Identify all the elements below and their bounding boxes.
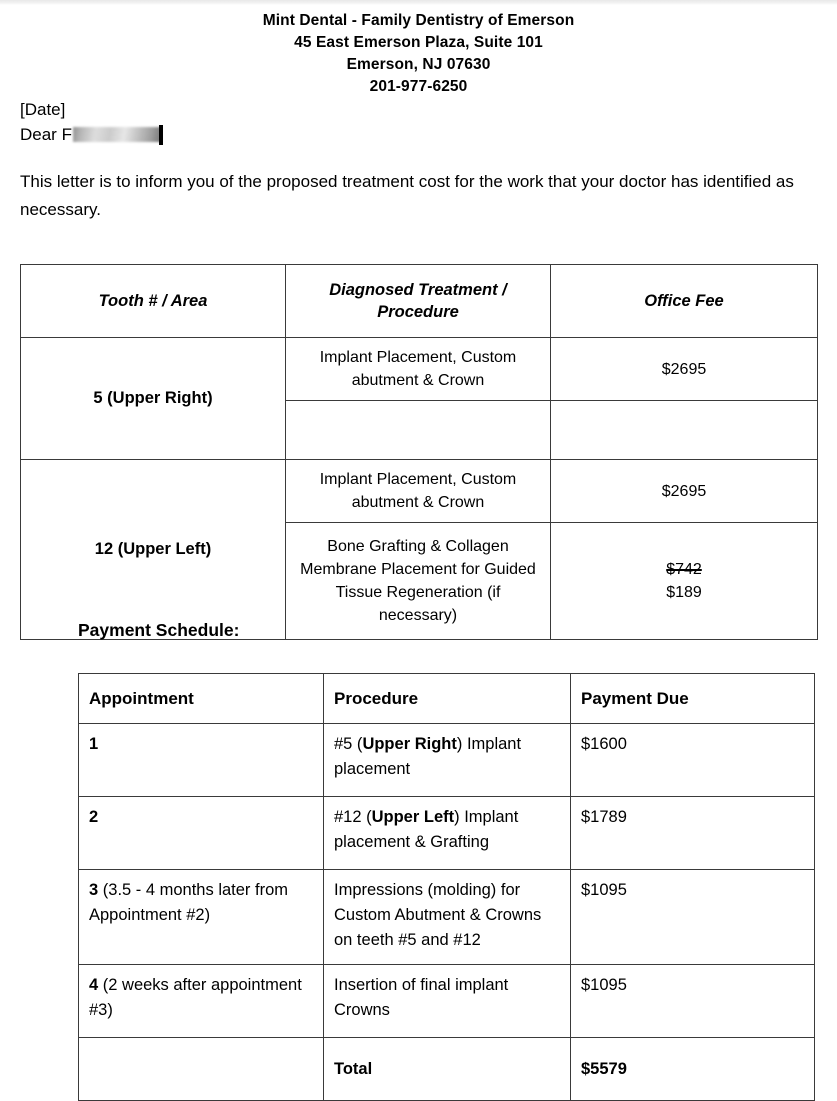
header-diagnosed-treatment: Diagnosed Treatment / Procedure: [286, 265, 551, 338]
payment-due-cell: $1095: [571, 870, 815, 965]
total-empty-cell: [79, 1038, 324, 1101]
appointment-cell: [79, 965, 324, 1038]
tooth-area-cell: 12 (Upper Left): [21, 460, 286, 640]
appointment-cell: [79, 797, 324, 870]
treatment-cost-table: [20, 264, 818, 640]
practice-name: Mint Dental - Family Dentistry of Emerson: [262, 12, 575, 29]
office-fee-cell: $2695: [551, 338, 818, 401]
practice-city-state-zip: Emerson, NJ 07630: [346, 56, 491, 73]
letter-body-paragraph: This letter is to inform you of the proposed treatment cost for the work that your doctor has identified as necessary.: [20, 172, 794, 219]
table-row: [79, 870, 815, 965]
date-placeholder: [Date]: [20, 100, 66, 119]
appointment-cell: [79, 724, 324, 797]
total-label: Total: [324, 1038, 571, 1101]
payment-due-cell: $1789: [571, 797, 815, 870]
procedure-text-pre: #12 (: [334, 808, 372, 826]
procedure-cell: Insertion of final implant Crowns: [324, 965, 571, 1038]
salutation-prefix: Dear F: [20, 125, 72, 144]
procedure-cell-empty: [286, 401, 551, 460]
procedure-text-post: ) Implant placement: [334, 735, 522, 778]
procedure-text-bold: Upper Left: [371, 808, 455, 826]
procedure-cell: Impressions (molding) for Custom Abutment & Crowns on teeth #5 and #12: [324, 870, 571, 965]
table-row-total: [79, 1038, 815, 1101]
appointment-number: 4: [89, 976, 99, 994]
original-fee-struck: $742: [666, 561, 702, 578]
salutation-block: [20, 97, 163, 147]
salutation-line: [20, 122, 163, 147]
treatment-table-header-row: [21, 265, 818, 338]
payment-due-cell: $1600: [571, 724, 815, 797]
office-fee-cell-empty: [551, 401, 818, 460]
table-row: [79, 724, 815, 797]
tooth-area-cell: 5 (Upper Right): [21, 338, 286, 460]
total-value: $5579: [571, 1038, 815, 1101]
header-payment-due: Payment Due: [571, 674, 815, 724]
appointment-number: 1: [89, 735, 99, 753]
procedure-text-post: ) Implant placement & Grafting: [334, 808, 519, 851]
office-fee-cell-discounted: [551, 523, 818, 640]
procedure-cell: Bone Grafting & Collagen Membrane Placement for Guided Tissue Regeneration (if necessary): [286, 523, 551, 640]
payment-schedule-heading: Payment Schedule:: [78, 620, 240, 640]
table-row: [79, 965, 815, 1038]
header-tooth-area: Tooth # / Area: [21, 265, 286, 338]
table-row: [21, 460, 818, 523]
appointment-note: (3.5 - 4 months later from Appointment #2): [89, 881, 289, 924]
payment-due-cell: $1095: [571, 965, 815, 1038]
appointment-number: 2: [89, 808, 99, 826]
text-caret: [159, 125, 163, 145]
payment-schedule-table: [78, 673, 815, 1101]
appointment-note: (2 weeks after appointment #3): [89, 976, 302, 1019]
procedure-text-pre: #5 (: [334, 735, 363, 753]
header-appointment: Appointment: [79, 674, 324, 724]
appointment-number: 3: [89, 881, 99, 899]
procedure-cell: [324, 724, 571, 797]
appointment-cell: [79, 870, 324, 965]
header-office-fee: Office Fee: [551, 265, 818, 338]
letterhead: [0, 10, 837, 98]
procedure-text-bold: Upper Right: [362, 735, 457, 753]
revised-fee: $189: [666, 584, 702, 601]
procedure-cell: Implant Placement, Custom abutment & Crown: [286, 338, 551, 401]
table-row: [79, 797, 815, 870]
practice-address: 45 East Emerson Plaza, Suite 101: [294, 34, 543, 51]
procedure-cell: [324, 797, 571, 870]
table-row: [21, 338, 818, 401]
office-fee-cell: $2695: [551, 460, 818, 523]
practice-phone: 201-977-6250: [369, 78, 468, 95]
header-procedure: Procedure: [324, 674, 571, 724]
procedure-cell: Implant Placement, Custom abutment & Crown: [286, 460, 551, 523]
scan-edge-band: [0, 0, 837, 5]
redacted-patient-name: [73, 127, 161, 142]
payment-table-header-row: [79, 674, 815, 724]
